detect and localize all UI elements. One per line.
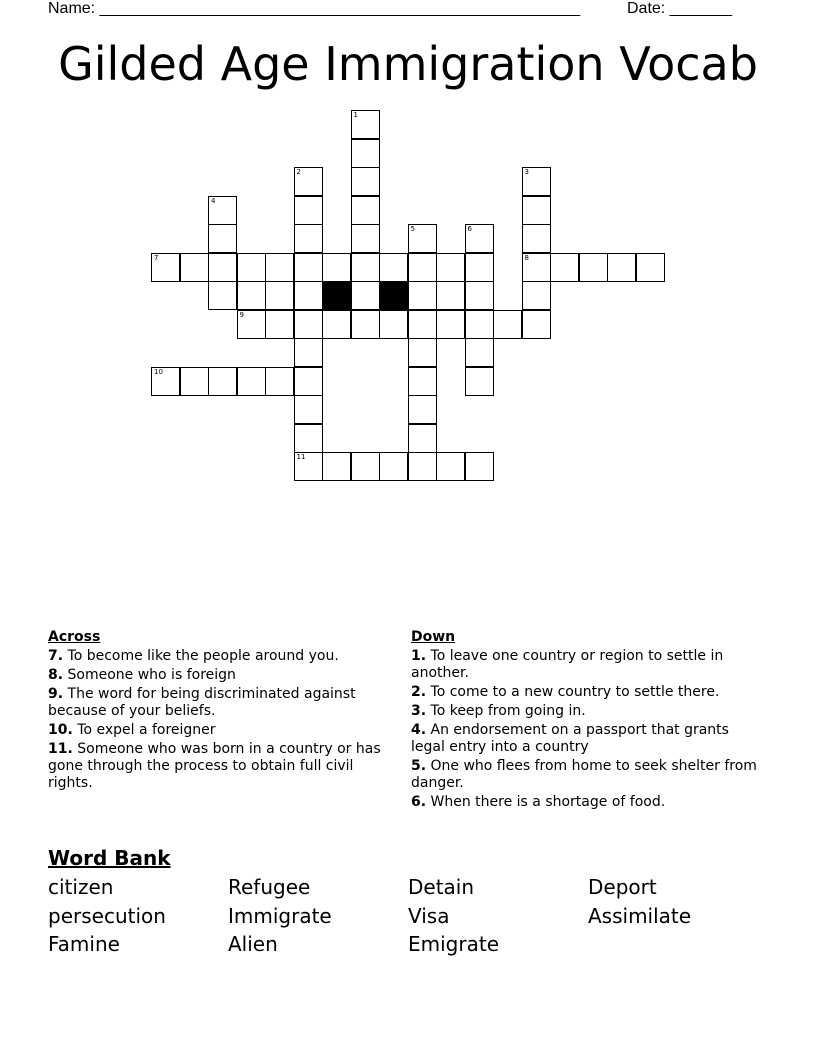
- crossword-cell[interactable]: [294, 338, 323, 367]
- crossword-cell[interactable]: [237, 253, 266, 282]
- clue-number: 11.: [48, 741, 73, 757]
- crossword-cell[interactable]: [294, 395, 323, 424]
- word-bank: [48, 873, 768, 959]
- word-bank-item: Detain: [408, 875, 475, 899]
- cell-number: 2: [296, 168, 301, 176]
- crossword-cell[interactable]: [408, 253, 437, 282]
- clue-across-11: [48, 741, 400, 792]
- crossword-cell[interactable]: [322, 253, 351, 282]
- crossword-cell[interactable]: [351, 281, 380, 310]
- cell-number: 8: [524, 253, 529, 262]
- crossword-cell[interactable]: [408, 424, 437, 453]
- crossword-cell[interactable]: [465, 452, 494, 481]
- cell-number: 6: [467, 225, 472, 233]
- crossword-cell[interactable]: [294, 196, 323, 225]
- crossword-cell[interactable]: [294, 424, 323, 453]
- crossword-cell[interactable]: [265, 281, 294, 310]
- crossword-cell[interactable]: [322, 452, 351, 481]
- crossword-cell[interactable]: [408, 395, 437, 424]
- crossword-cell[interactable]: [351, 310, 380, 339]
- crossword-cell[interactable]: [351, 139, 380, 168]
- clue-across-10: [48, 722, 400, 739]
- crossword-cell[interactable]: [322, 310, 351, 339]
- crossword-cell[interactable]: [408, 281, 437, 310]
- across-clues: [48, 629, 400, 794]
- clue-text: Someone who was born in a country or has gone through the process to obtain full civil rights.: [48, 741, 381, 791]
- clue-text: To expel a foreigner: [77, 722, 216, 738]
- clue-number: 8.: [48, 667, 64, 683]
- crossword-cell[interactable]: [465, 224, 494, 253]
- word-bank-item: Immigrate: [228, 903, 332, 928]
- clue-text: An endorsement on a passport that grants legal entry into a country: [411, 722, 729, 755]
- crossword-cell[interactable]: [294, 224, 323, 253]
- crossword-black-cell: [379, 281, 408, 310]
- clue-down-6: [411, 794, 763, 811]
- crossword-cell[interactable]: [465, 338, 494, 367]
- crossword-cell[interactable]: [208, 253, 237, 282]
- date-line: Date: _______: [627, 0, 732, 17]
- crossword-cell[interactable]: [351, 167, 380, 196]
- clue-text: To keep from going in.: [430, 703, 586, 719]
- crossword-cell[interactable]: [436, 253, 465, 282]
- crossword-cell[interactable]: [408, 224, 437, 253]
- crossword-cell[interactable]: [208, 224, 237, 253]
- crossword-cell[interactable]: [493, 310, 522, 339]
- crossword-cell[interactable]: [522, 281, 551, 310]
- crossword-cell[interactable]: [465, 310, 494, 339]
- clue-down-2: [411, 684, 763, 701]
- name-line: Name: ______________________________________________________: [48, 0, 581, 17]
- word-bank-item: persecution: [48, 903, 166, 928]
- crossword-cell[interactable]: [465, 253, 494, 282]
- clue-down-3: [411, 703, 763, 720]
- clue-text: When there is a shortage of food.: [430, 794, 666, 810]
- cell-number: 3: [524, 168, 529, 176]
- across-heading: Across: [48, 629, 101, 645]
- crossword-cell[interactable]: [208, 281, 237, 310]
- clue-text: To become like the people around you.: [67, 648, 339, 664]
- clue-number: 9.: [48, 686, 64, 702]
- clue-across-8: [48, 667, 400, 684]
- crossword-cell[interactable]: [550, 253, 579, 282]
- crossword-cell[interactable]: [379, 310, 408, 339]
- crossword-cell[interactable]: [408, 338, 437, 367]
- clue-number: 3.: [411, 703, 427, 719]
- crossword-cell[interactable]: [522, 310, 551, 339]
- crossword-cell[interactable]: [465, 367, 494, 396]
- cell-number: 4: [211, 196, 216, 205]
- clue-text: To come to a new country to settle there.: [430, 684, 720, 700]
- crossword-cell[interactable]: [151, 253, 180, 282]
- crossword-cell[interactable]: [294, 281, 323, 310]
- word-bank-item: Refugee: [228, 875, 311, 899]
- crossword-cell[interactable]: [294, 452, 323, 481]
- cell-number: 11: [296, 453, 306, 461]
- down-clues: [411, 629, 763, 813]
- clue-number: 10.: [48, 722, 73, 738]
- crossword-grid: [0, 0, 816, 500]
- crossword-cell[interactable]: [351, 452, 380, 481]
- crossword-cell[interactable]: [294, 253, 323, 282]
- clue-number: 5.: [411, 758, 427, 774]
- crossword-cell[interactable]: [379, 253, 408, 282]
- crossword-cell[interactable]: [607, 253, 636, 282]
- clue-text: Someone who is foreign: [67, 667, 236, 683]
- clue-across-9: [48, 686, 400, 720]
- clue-number: 6.: [411, 794, 427, 810]
- clue-down-4: [411, 722, 763, 756]
- crossword-cell[interactable]: [351, 224, 380, 253]
- crossword-cell[interactable]: [265, 310, 294, 339]
- crossword-black-cell: [322, 281, 351, 310]
- crossword-cell[interactable]: [294, 367, 323, 396]
- crossword-cell[interactable]: [408, 452, 437, 481]
- clue-number: 4.: [411, 722, 427, 738]
- clue-down-1: [411, 648, 763, 682]
- cell-number: 5: [410, 225, 415, 233]
- clue-across-7: [48, 648, 400, 665]
- crossword-cell[interactable]: [436, 281, 465, 310]
- crossword-cell[interactable]: [351, 253, 380, 282]
- crossword-cell[interactable]: [237, 367, 266, 396]
- clue-text: The word for being discriminated against because of your beliefs.: [48, 686, 356, 719]
- crossword-cell[interactable]: [408, 367, 437, 396]
- word-bank-item: Emigrate: [408, 932, 499, 956]
- crossword-cell[interactable]: [436, 310, 465, 339]
- cell-number: 1: [353, 111, 358, 119]
- crossword-cell[interactable]: [208, 196, 237, 225]
- crossword-cell[interactable]: [408, 310, 437, 339]
- clue-number: 7.: [48, 648, 64, 664]
- crossword-cell[interactable]: [579, 253, 608, 282]
- crossword-cell[interactable]: [265, 253, 294, 282]
- clue-text: One who flees from home to seek shelter from danger.: [411, 758, 757, 791]
- crossword-cell[interactable]: [180, 367, 209, 396]
- word-bank-item: Alien: [228, 932, 278, 956]
- cell-number: 9: [239, 310, 244, 319]
- crossword-cell[interactable]: [265, 367, 294, 396]
- crossword-cell[interactable]: [294, 167, 323, 196]
- crossword-cell[interactable]: [180, 253, 209, 282]
- word-bank-title: Word Bank: [48, 846, 171, 870]
- crossword-cell[interactable]: [237, 310, 266, 339]
- word-bank-item: Assimilate: [588, 903, 692, 928]
- cell-number: 10: [154, 367, 163, 376]
- page-title: Gilded Age Immigration Vocab: [58, 37, 758, 91]
- crossword-cell[interactable]: [351, 196, 380, 225]
- word-bank-item: Visa: [408, 903, 450, 928]
- crossword-cell[interactable]: [151, 367, 180, 396]
- crossword-cell[interactable]: [436, 452, 465, 481]
- crossword-cell[interactable]: [465, 281, 494, 310]
- down-heading: Down: [411, 629, 456, 645]
- crossword-cell[interactable]: [208, 367, 237, 396]
- word-bank-item: Deport: [588, 875, 657, 899]
- clue-text: To leave one country or region to settle in another.: [411, 648, 724, 681]
- clue-number: 1.: [411, 648, 427, 664]
- word-bank-item: Famine: [48, 932, 120, 956]
- clue-number: 2.: [411, 684, 427, 700]
- crossword-cell[interactable]: [522, 253, 551, 282]
- clue-down-5: [411, 758, 763, 792]
- cell-number: 7: [154, 253, 159, 262]
- word-bank-item: citizen: [48, 875, 114, 899]
- crossword-cell[interactable]: [294, 310, 323, 339]
- crossword-cell[interactable]: [379, 452, 408, 481]
- crossword-cell[interactable]: [522, 167, 551, 196]
- crossword-cell[interactable]: [522, 196, 551, 225]
- crossword-cell[interactable]: [351, 110, 380, 139]
- crossword-cell[interactable]: [522, 224, 551, 253]
- crossword-cell[interactable]: [636, 253, 665, 282]
- crossword-cell[interactable]: [237, 281, 266, 310]
